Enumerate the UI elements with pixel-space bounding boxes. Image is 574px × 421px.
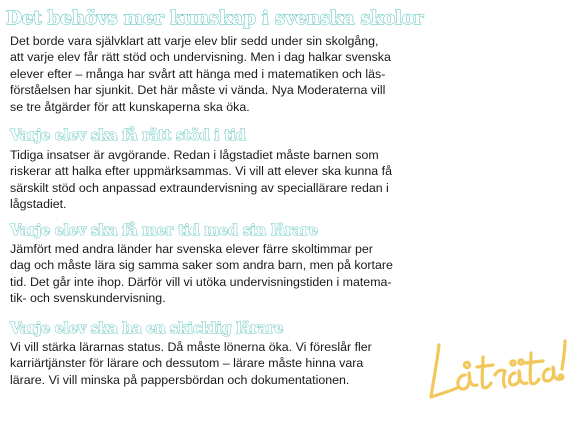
section-body-tid: Jämfört med andra länder har svenska elever färre skoltimmar per dag och måste lära sig samma saker som andra barn, men på kortare tid. Det går inte ihop. Därför vill vi utöka undervisningstiden i matema- tik- och svenskundervisning.	[10, 242, 393, 306]
section-body-stod: Tidiga insatser är avgörande. Redan i lågstadiet måste barnen som riskerar att halka efter uppmärksammas. Vi vill att elever ska kunna få särskilt stöd och anpassad extraundervisning av speciallärare redan i lågstadiet.	[10, 148, 392, 212]
handwritten-signature	[425, 335, 570, 410]
document-title: Det behövs mer kunskap i svenska skolor	[6, 8, 424, 29]
section-heading-tid: Varje elev ska få mer tid med sin lärare	[10, 222, 318, 239]
intro-paragraph: Det borde vara självklart att varje elev blir sedd under sin skolgång, att varje elev får rätt stöd och undervisning. Men i dag halkar svenska elever efter – många har svårt att hänga med i matematiken och läs- förståelsen har sjunkit. Det här måste vi vända. Nya Moderaterna vill se tre åtgärder för att kunskaperna ska öka.	[10, 34, 391, 114]
section-heading-larare: Varje elev ska ha en skicklig lärare	[10, 320, 284, 337]
section-heading-stod: Varje elev ska få rätt stöd i tid	[10, 127, 246, 144]
section-body-larare: Vi vill stärka lärarnas status. Då måste lönerna öka. Vi föreslår fler karriärtjänster för lärare och dessutom – lärare måste hinna vara lärare. Vi vill minska på pappersbördan och dokumentationen.	[10, 340, 372, 387]
